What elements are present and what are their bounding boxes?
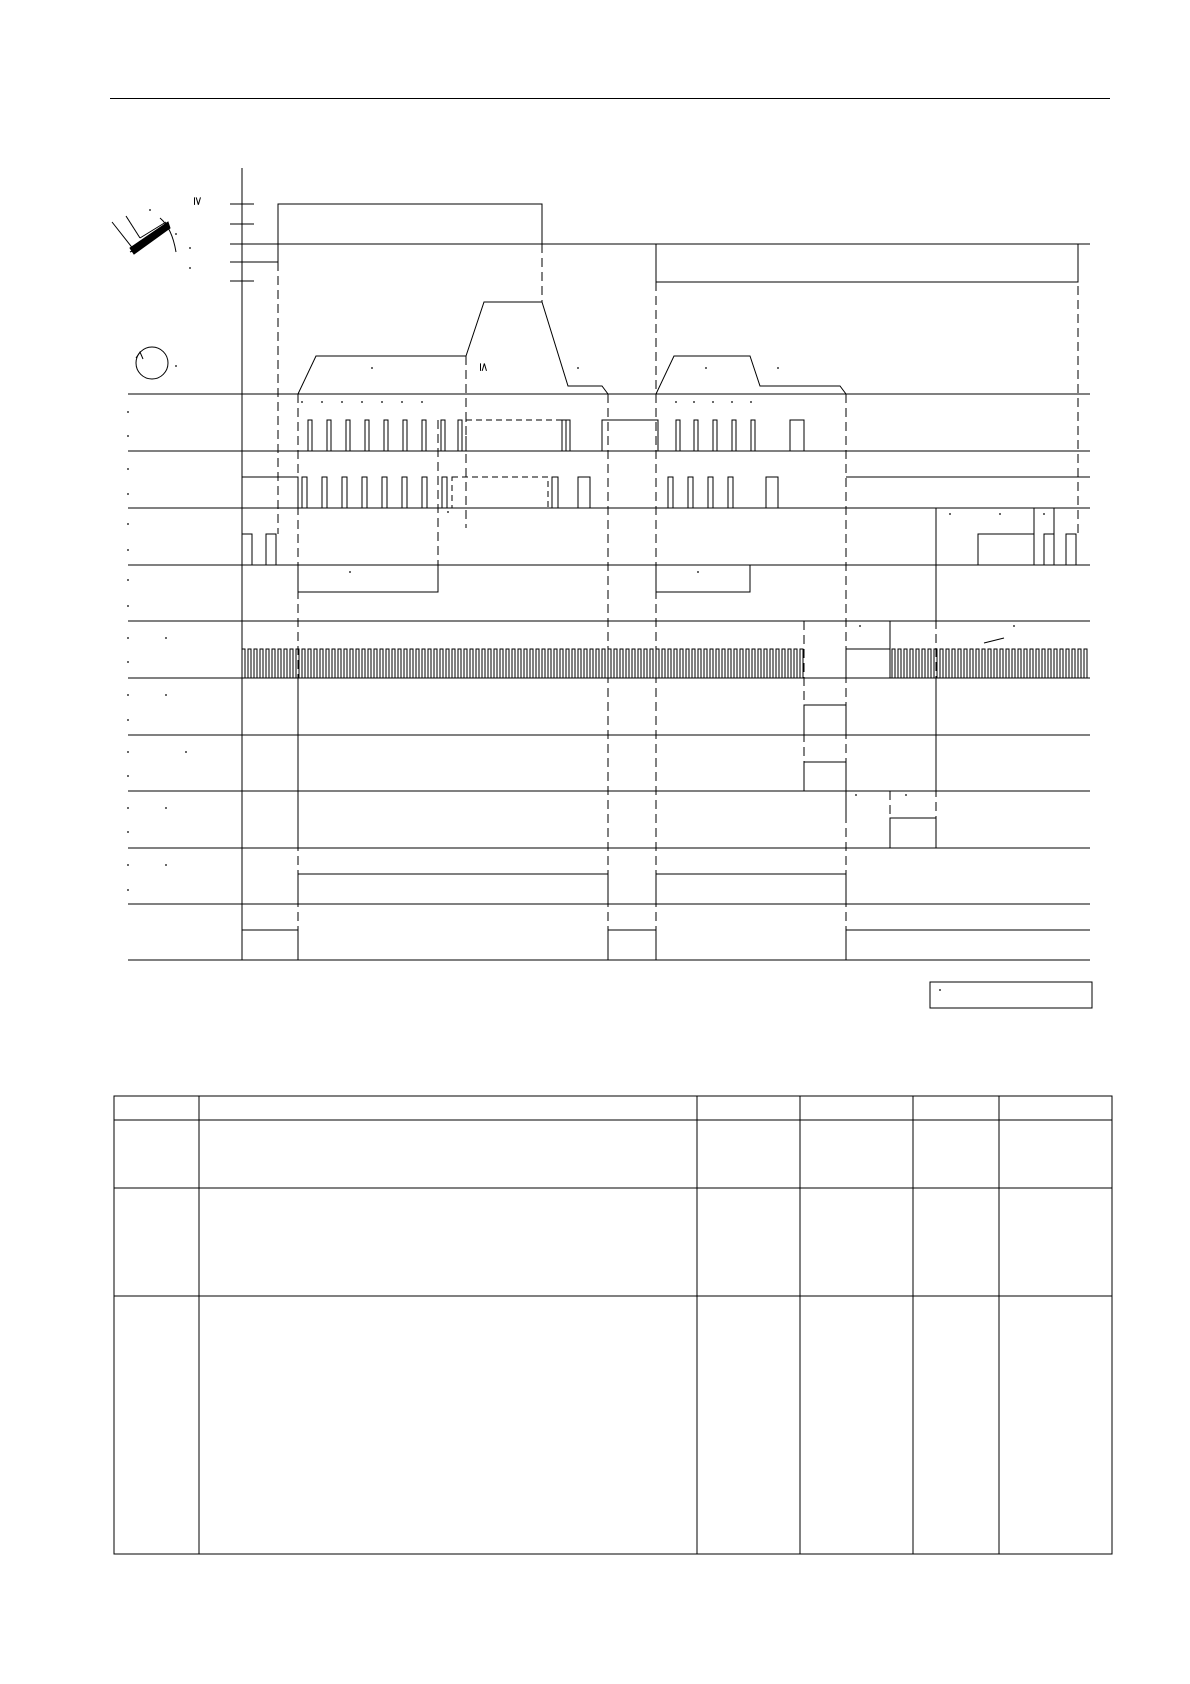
pulse	[441, 420, 445, 451]
clock-pulse	[674, 649, 677, 678]
clock-pulse	[272, 649, 275, 678]
pulse	[365, 420, 369, 451]
clock-pulse	[506, 649, 509, 678]
clock-pulse	[446, 649, 449, 678]
clock-pulse	[692, 649, 695, 678]
pulse	[751, 420, 755, 451]
clock-pulse	[626, 649, 629, 678]
clock-pulse	[758, 649, 761, 678]
pulse	[566, 420, 570, 451]
pulse	[422, 477, 427, 508]
clock-pulse	[1030, 649, 1033, 678]
clock-pulse	[542, 649, 545, 678]
clock-pulse	[398, 649, 401, 678]
label-mark	[401, 401, 403, 403]
clock-pulse	[916, 649, 919, 678]
clock-pulse	[946, 649, 949, 678]
label-mark	[750, 401, 752, 403]
clock-pulse	[1084, 649, 1087, 678]
clock-pulse	[356, 649, 359, 678]
clock-pulse	[530, 649, 533, 678]
clock-pulse	[440, 649, 443, 678]
clock-pulse	[428, 649, 431, 678]
clock-pulse	[278, 649, 281, 678]
clock-pulse	[452, 649, 455, 678]
clock-pulse	[590, 649, 593, 678]
clock-pulse	[488, 649, 491, 678]
clock-pulse	[922, 649, 925, 678]
pulse	[346, 420, 350, 451]
clock-pulse	[362, 649, 365, 678]
label-mark	[371, 367, 373, 369]
clock-pulse	[470, 649, 473, 678]
clock-pulse	[892, 649, 895, 678]
clock-pulse	[620, 649, 623, 678]
clock-pulse	[242, 649, 245, 678]
label-mark	[693, 401, 695, 403]
pulse	[442, 477, 447, 508]
label-mark	[175, 365, 177, 367]
pulse	[342, 477, 347, 508]
clock-pulse	[752, 649, 755, 678]
pulse	[694, 420, 698, 451]
clock-pulse	[740, 649, 743, 678]
clock-pulse	[958, 649, 961, 678]
clock-pulse	[386, 649, 389, 678]
clock-pulse	[764, 649, 767, 678]
clock-pulse	[404, 649, 407, 678]
clock-pulse	[644, 649, 647, 678]
clock-pulse	[518, 649, 521, 678]
label-mark	[127, 864, 129, 866]
clock-pulse	[350, 649, 353, 678]
pulse	[713, 420, 717, 451]
pulse	[458, 420, 462, 451]
clock-pulse	[380, 649, 383, 678]
le-symbol: ≤	[477, 362, 491, 373]
ge-symbol: ≥	[191, 196, 205, 207]
clock-pulse	[788, 649, 791, 678]
clock-pulse	[464, 649, 467, 678]
clock-pulse	[782, 649, 785, 678]
clock-pulse	[728, 649, 731, 678]
pulse	[308, 420, 312, 451]
clock-pulse	[1018, 649, 1021, 678]
row-8-waveform	[298, 735, 936, 791]
clock-pulse	[910, 649, 913, 678]
label-mark	[1013, 625, 1015, 627]
label-mark	[999, 513, 1001, 515]
clock-pulse	[1036, 649, 1039, 678]
clock-pulse	[662, 649, 665, 678]
clock-pulse	[1066, 649, 1069, 678]
label-mark	[165, 807, 167, 809]
timing-markers	[278, 244, 1078, 960]
pulse	[402, 477, 407, 508]
clock-row	[242, 649, 1087, 678]
clock-pulse	[248, 649, 251, 678]
clock-pulse	[326, 649, 329, 678]
clock-pulse	[374, 649, 377, 678]
legend-box	[930, 982, 1092, 1008]
clock-pulse	[338, 649, 341, 678]
clock-pulse	[746, 649, 749, 678]
clock-pulse	[994, 649, 997, 678]
clock-pulse	[800, 649, 803, 678]
clock-pulse	[596, 649, 599, 678]
clock-pulse	[928, 649, 931, 678]
label-mark	[949, 513, 951, 515]
clock-pulse	[344, 649, 347, 678]
row-7-waveform	[298, 678, 936, 735]
pulse	[708, 477, 713, 508]
pulse	[668, 477, 673, 508]
pulse	[362, 477, 367, 508]
clock-pulse	[794, 649, 797, 678]
pulse	[403, 420, 407, 451]
label-mark	[127, 549, 129, 551]
row-9-waveform	[298, 791, 936, 848]
row-3-segments	[242, 477, 1090, 508]
label-mark	[705, 367, 707, 369]
label-mark	[127, 579, 129, 581]
clock-pulse	[512, 649, 515, 678]
clock-pulse	[1024, 649, 1027, 678]
clock-pulse	[482, 649, 485, 678]
clock-pulse	[434, 649, 437, 678]
pulse	[676, 420, 680, 451]
clock-pulse	[1042, 649, 1045, 678]
clock-pulse	[614, 649, 617, 678]
label-mark	[185, 751, 187, 753]
spec-table	[114, 1096, 1112, 1554]
label-mark	[189, 267, 191, 269]
label-mark	[577, 367, 579, 369]
clock-pulse	[952, 649, 955, 678]
rotation-icon	[136, 347, 168, 379]
clock-pulse	[392, 649, 395, 678]
clock-pulse	[776, 649, 779, 678]
label-mark	[189, 247, 191, 249]
clock-pulse	[1072, 649, 1075, 678]
clock-pulse	[1078, 649, 1081, 678]
clock-pulse	[308, 649, 311, 678]
pulse-row-2	[308, 420, 755, 451]
clock-pulse	[704, 649, 707, 678]
label-mark	[855, 794, 857, 796]
clock-pulse	[566, 649, 569, 678]
clock-pulse	[572, 649, 575, 678]
label-mark	[675, 401, 677, 403]
clock-pulse	[584, 649, 587, 678]
clock-pulse	[254, 649, 257, 678]
pulse	[302, 477, 307, 508]
label-mark	[127, 637, 129, 639]
label-mark	[301, 401, 303, 403]
label-mark	[361, 401, 363, 403]
label-mark	[127, 775, 129, 777]
clock-pulse	[686, 649, 689, 678]
clock-pulse	[602, 649, 605, 678]
label-mark	[127, 435, 129, 437]
pulse	[688, 477, 693, 508]
clock-pulse	[332, 649, 335, 678]
clock-pulse	[290, 649, 293, 678]
label-mark	[712, 401, 714, 403]
label-mark	[127, 831, 129, 833]
row-11-waveform	[242, 904, 1090, 960]
label-mark	[421, 401, 423, 403]
label-mark	[175, 233, 177, 235]
label-mark	[1043, 513, 1045, 515]
lever-waveform	[242, 204, 1090, 282]
label-mark	[127, 889, 129, 891]
pulse	[382, 477, 387, 508]
pulse	[322, 477, 327, 508]
clock-pulse	[716, 649, 719, 678]
clock-pulse	[982, 649, 985, 678]
label-mark	[127, 411, 129, 413]
clock-pulse	[368, 649, 371, 678]
label-mark	[127, 719, 129, 721]
pulse	[732, 420, 736, 451]
clock-pulse	[458, 649, 461, 678]
row-2-segments	[466, 420, 804, 451]
clock-pulse	[314, 649, 317, 678]
clock-pulse	[638, 649, 641, 678]
clock-pulse	[410, 649, 413, 678]
label-mark	[859, 625, 861, 627]
clock-pulse	[1060, 649, 1063, 678]
pulse	[728, 477, 733, 508]
label-mark	[447, 511, 449, 513]
label-mark	[777, 367, 779, 369]
label-mark	[127, 605, 129, 607]
row-4-waveform	[242, 508, 1076, 565]
label-mark	[127, 493, 129, 495]
speed-waveform	[298, 302, 846, 394]
label-mark	[127, 468, 129, 470]
clock-pulse	[302, 649, 305, 678]
pulse	[384, 420, 388, 451]
label-mark	[127, 807, 129, 809]
label-mark	[731, 401, 733, 403]
clock-pulse	[976, 649, 979, 678]
label-mark	[381, 401, 383, 403]
clock-pulse	[578, 649, 581, 678]
pulse	[422, 420, 426, 451]
clock-pulse	[548, 649, 551, 678]
clock-pulse	[1048, 649, 1051, 678]
clock-pulse	[734, 649, 737, 678]
clock-pulse	[422, 649, 425, 678]
clock-pulse	[554, 649, 557, 678]
clock-pulse	[416, 649, 419, 678]
label-mark	[127, 661, 129, 663]
clock-pulse	[698, 649, 701, 678]
label-mark	[127, 694, 129, 696]
clock-pulse	[650, 649, 653, 678]
clock-pulse	[904, 649, 907, 678]
label-mark	[127, 751, 129, 753]
label-mark	[905, 794, 907, 796]
clock-pulse	[632, 649, 635, 678]
clock-pulse	[898, 649, 901, 678]
clock-pulse	[1012, 649, 1015, 678]
clock-pulse	[524, 649, 527, 678]
clock-pulse	[668, 649, 671, 678]
clock-pulse	[560, 649, 563, 678]
label-mark	[165, 864, 167, 866]
clock-pulse	[536, 649, 539, 678]
clock-pulse	[770, 649, 773, 678]
clock-pulse	[988, 649, 991, 678]
clock-pulse	[494, 649, 497, 678]
label-mark	[127, 523, 129, 525]
clock-pulse	[260, 649, 263, 678]
label-mark	[341, 401, 343, 403]
label-mark	[149, 209, 151, 211]
clock-pulse	[284, 649, 287, 678]
clock-pulse	[266, 649, 269, 678]
clock-pulse	[1006, 649, 1009, 678]
clock-pulse	[710, 649, 713, 678]
row-10-waveform	[298, 874, 846, 904]
clock-pulse	[680, 649, 683, 678]
clock-pulse	[1054, 649, 1057, 678]
clock-pulse	[970, 649, 973, 678]
clock-pulse	[940, 649, 943, 678]
clock-pulse	[964, 649, 967, 678]
label-mark	[697, 571, 699, 573]
row-5-waveform	[298, 565, 936, 621]
clock-pulse	[320, 649, 323, 678]
label-mark	[321, 401, 323, 403]
label-mark	[939, 989, 941, 991]
throttle-lever-icon	[112, 216, 176, 254]
clock-pulse	[500, 649, 503, 678]
pulse	[327, 420, 331, 451]
label-mark	[165, 637, 167, 639]
clock-pulse	[722, 649, 725, 678]
clock-pulse	[476, 649, 479, 678]
label-mark	[165, 694, 167, 696]
pulse-row-3	[302, 477, 733, 508]
label-mark	[349, 571, 351, 573]
clock-pulse	[1000, 649, 1003, 678]
